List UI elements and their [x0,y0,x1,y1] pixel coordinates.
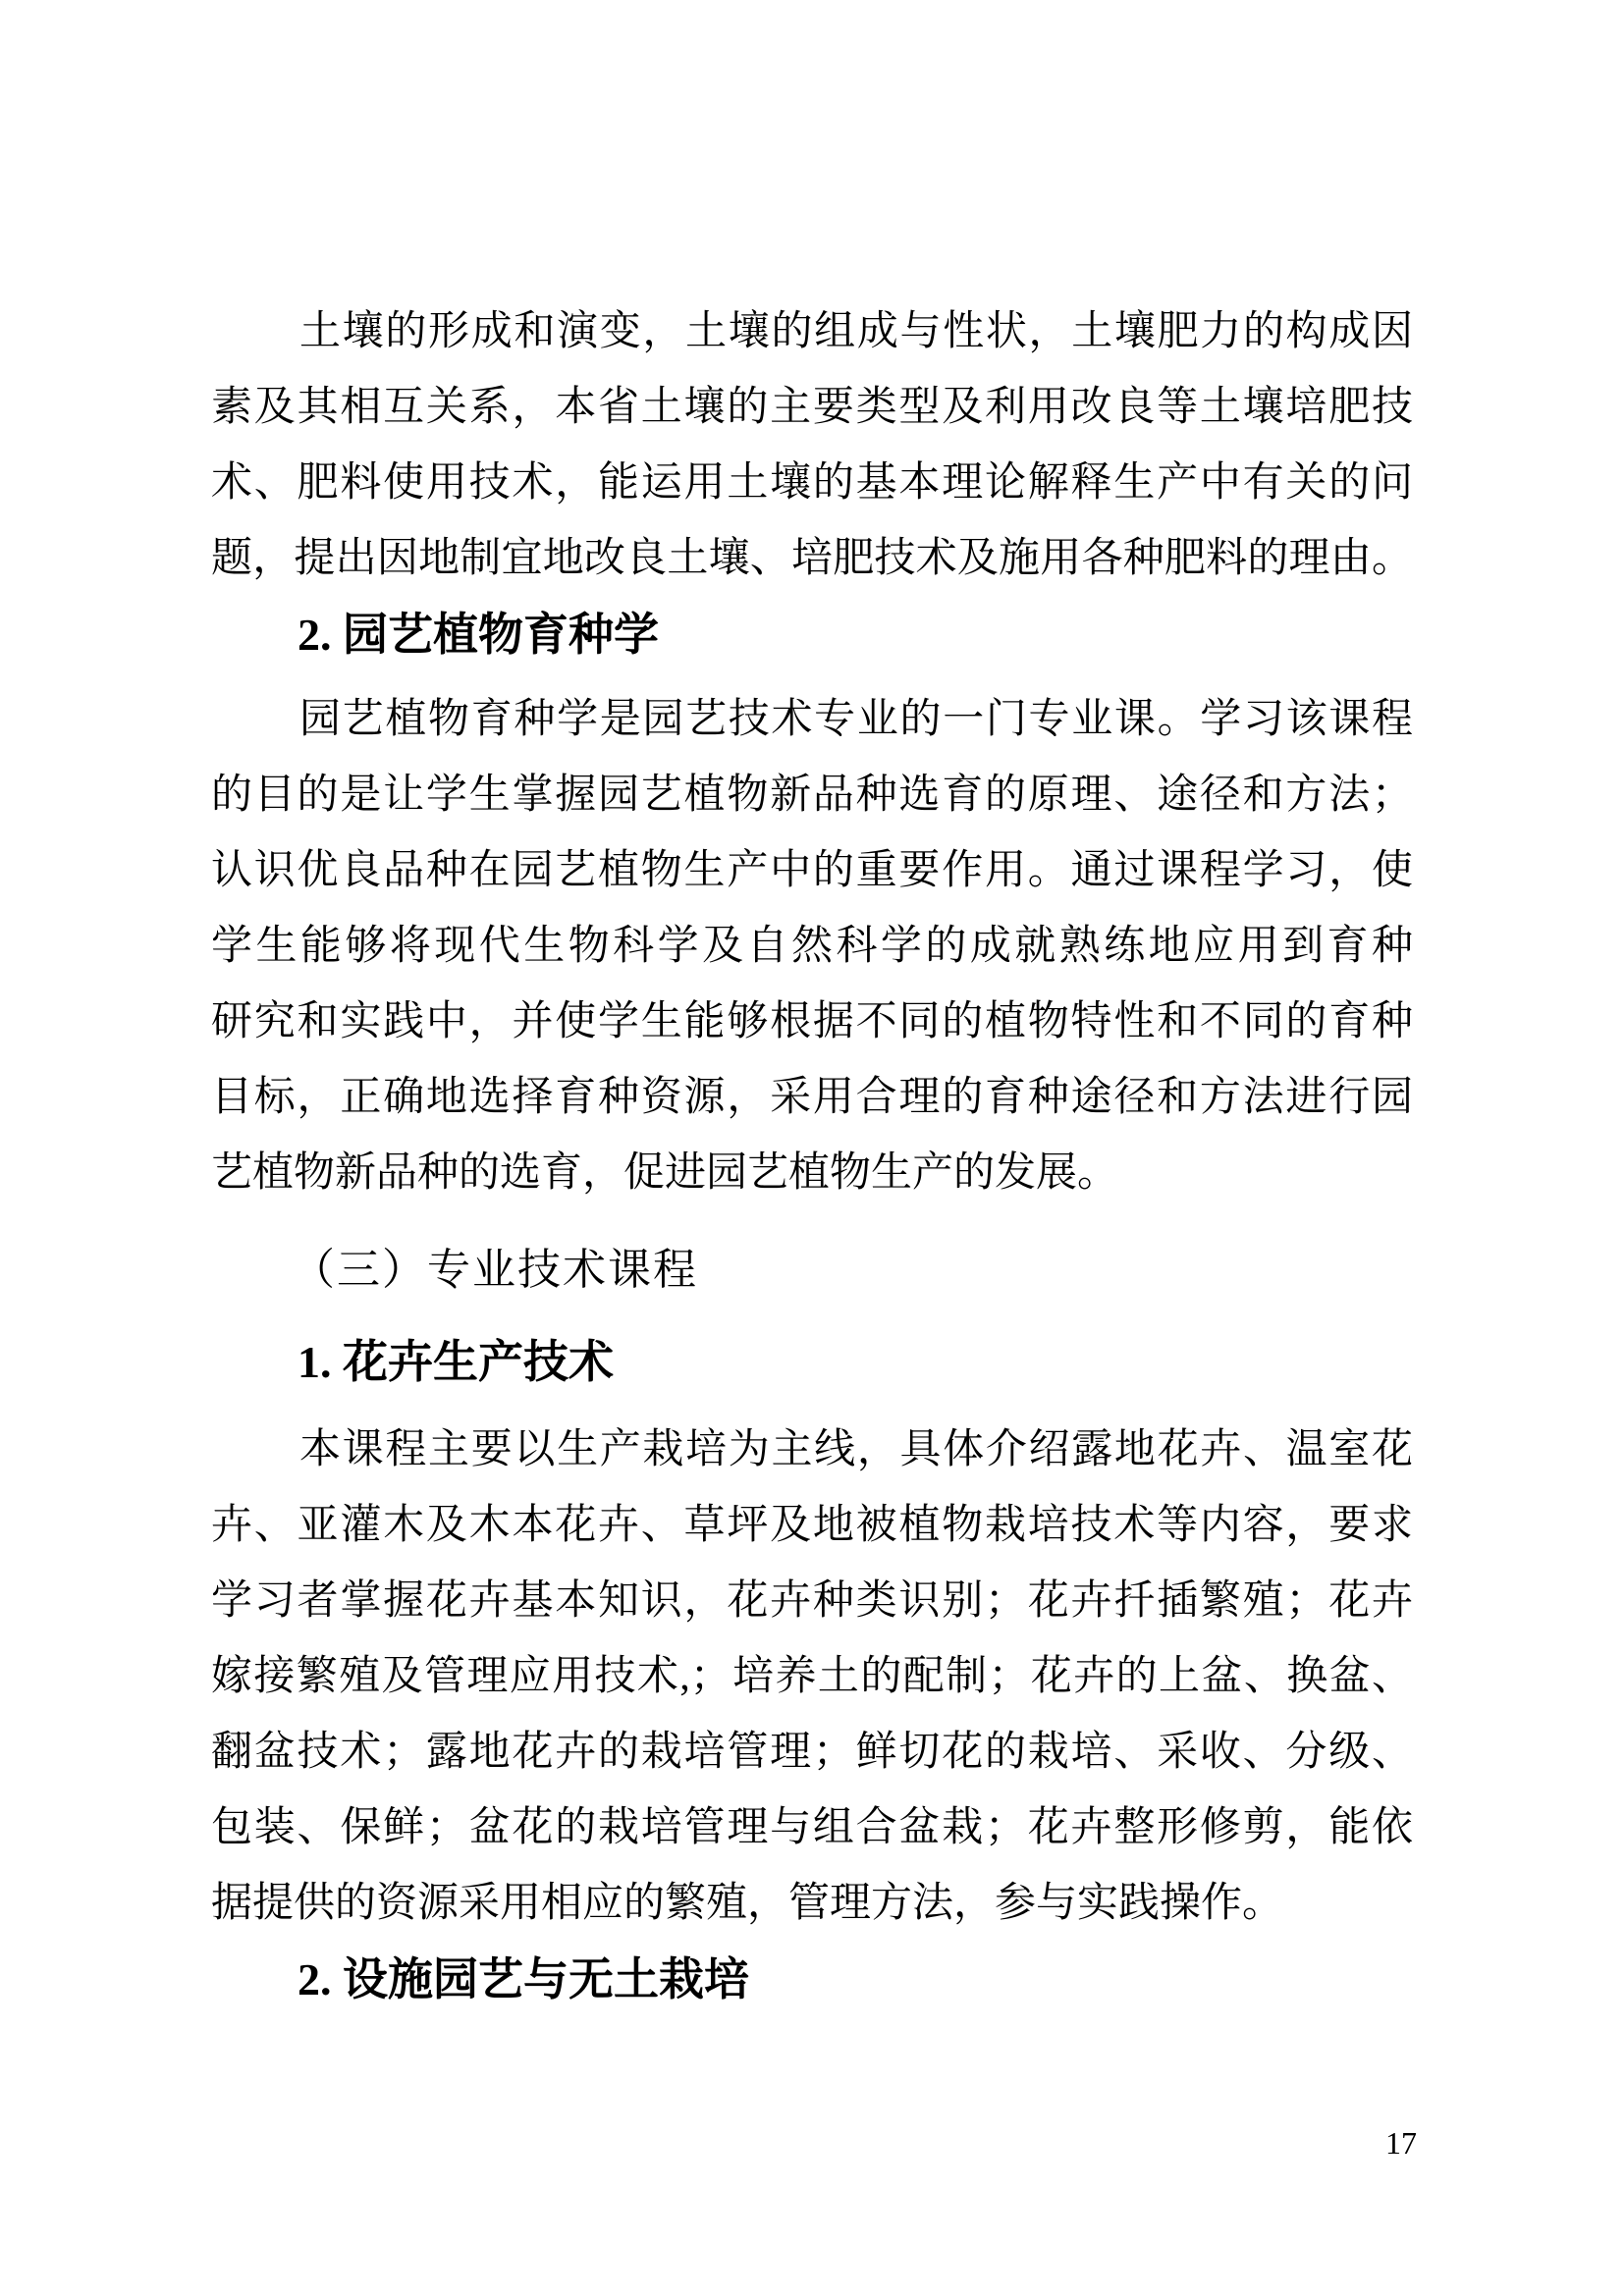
text-line: 认识优良品种在园艺植物生产中的重要作用。通过课程学习，使 [211,848,1413,893]
text-line: 艺植物新品种的选育，促进园艺植物生产的发展。 [211,1150,1119,1196]
text-line: 本课程主要以生产栽培为主线，具体介绍露地花卉、温室花 [299,1427,1413,1472]
page-number: 17 [1385,2125,1417,2161]
text-line: 的目的是让学生掌握园艺植物新品种选育的原理、途径和方法； [211,773,1413,818]
text-line: 术、肥料使用技术，能运用土壤的基本理论解释生产中有关的问 [211,460,1413,506]
text-line: 园艺植物育种学是园艺技术专业的一门专业课。学习该课程 [299,697,1413,742]
text-line: 翻盆技术；露地花卉的栽培管理；鲜切花的栽培、采收、分级、 [211,1730,1413,1775]
heading-professional-technical-courses: （三）专业技术课程 [292,1246,698,1294]
paragraph-plant-breeding [211,682,1413,1211]
text-line: 研究和实践中，并使学生能够根据不同的植物特性和不同的育种 [211,999,1413,1044]
text-line: 目标，正确地选择育种资源，采用合理的育种途径和方法进行园 [211,1075,1413,1120]
text-line: 土壤的形成和演变，土壤的组成与性状，土壤肥力的构成因 [299,309,1413,354]
document-body [211,294,1413,2017]
heading-facility-horticulture: 2. 设施园艺与无土栽培 [298,1954,749,2004]
paragraph-flower-production [211,1413,1413,1942]
heading-flower-production: 1. 花卉生产技术 [298,1337,614,1387]
text-line: 学生能够将现代生物科学及自然科学的成就熟练地应用到育种 [211,924,1413,969]
text-line: 据提供的资源采用相应的繁殖，管理方法，参与实践操作。 [211,1881,1284,1926]
text-line: 学习者掌握花卉基本知识，花卉种类识别；花卉扦插繁殖；花卉 [211,1578,1413,1624]
paragraph-soil [211,294,1413,597]
heading-plant-breeding: 2. 园艺植物育种学 [298,610,659,660]
text-line: 素及其相互关系，本省土壤的主要类型及利用改良等土壤培肥技 [211,385,1413,430]
text-line: 题，提出因地制宜地改良土壤、培肥技术及施用各种肥料的理由。 [211,536,1413,581]
text-line: 卉、亚灌木及木本花卉、草坪及地被植物栽培技术等内容，要求 [211,1503,1413,1548]
text-line: 包装、保鲜；盆花的栽培管理与组合盆栽；花卉整形修剪，能依 [211,1805,1413,1850]
text-line: 嫁接繁殖及管理应用技术,；培养土的配制；花卉的上盆、换盆、 [211,1654,1413,1699]
